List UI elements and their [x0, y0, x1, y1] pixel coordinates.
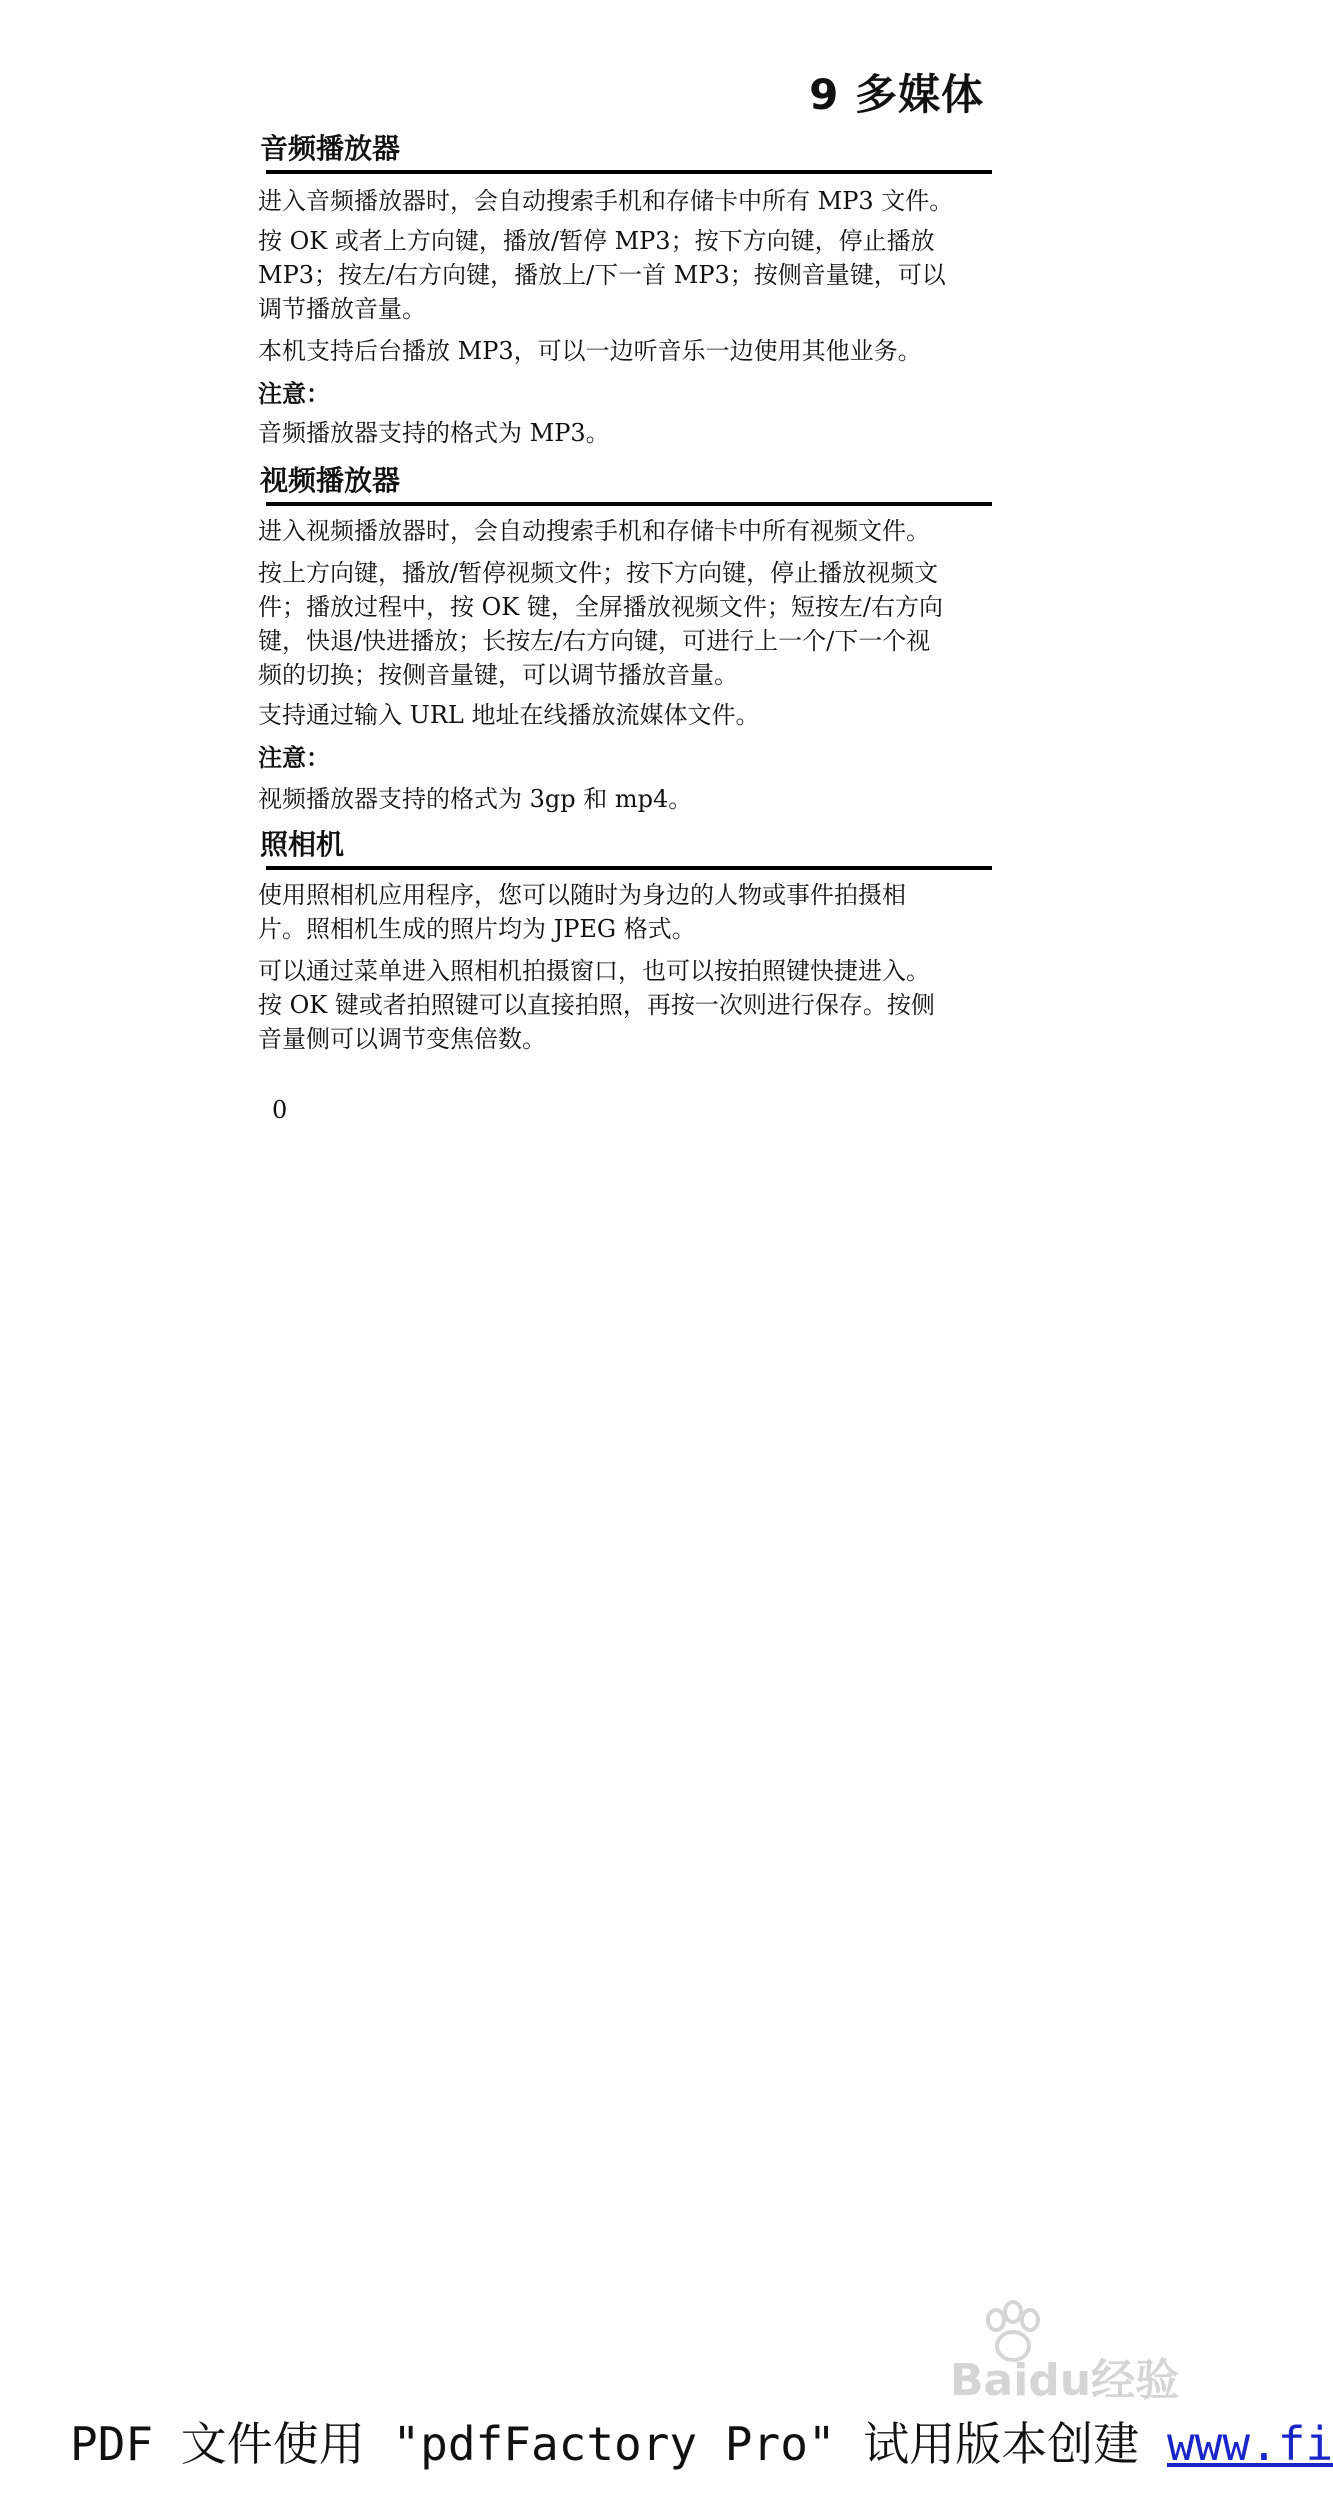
section-rule — [266, 170, 992, 174]
section-rule — [266, 866, 992, 870]
page-number: 0 — [272, 1096, 288, 1124]
paragraph-line: 本机支持后台播放 MP3，可以一边听音乐一边使用其他业务。 — [258, 337, 922, 365]
paragraph-line: 片。照相机生成的照片均为 JPEG 格式。 — [258, 915, 696, 943]
watermark-text: Baidu经验 — [950, 2355, 1180, 2406]
footer-link[interactable]: www.fi — [1166, 2417, 1333, 2471]
paragraph-line: 进入视频播放器时，会自动搜索手机和存储卡中所有视频文件。 — [258, 517, 930, 545]
note-text: 音频播放器支持的格式为 MP3。 — [258, 419, 610, 447]
paragraph-line: 键，快退/快进播放；长按左/右方向键，可进行上一个/下一个视 — [258, 627, 931, 655]
paragraph-line: 按 OK 键或者拍照键可以直接拍照，再按一次则进行保存。按侧 — [258, 991, 935, 1019]
pdf-footer — [70, 2408, 1333, 2474]
section-title-camera: 照相机 — [260, 828, 345, 861]
paragraph-line: 调节播放音量。 — [258, 295, 426, 323]
paragraph-line: 按上方向键，播放/暂停视频文件；按下方向键，停止播放视频文 — [258, 559, 939, 587]
section-title-audio: 音频播放器 — [260, 132, 401, 165]
paragraph-line: 按 OK 或者上方向键，播放/暂停 MP3；按下方向键，停止播放 — [258, 227, 935, 255]
paragraph-line: 进入音频播放器时，会自动搜索手机和存储卡中所有 MP3 文件。 — [258, 187, 954, 215]
paragraph-line: 支持通过输入 URL 地址在线播放流媒体文件。 — [258, 701, 760, 729]
paragraph-line: MP3；按左/右方向键，播放上/下一首 MP3；按侧音量键，可以 — [258, 261, 946, 289]
chapter-title: 9 多媒体 — [809, 70, 984, 119]
baidu-watermark — [880, 2300, 1180, 2410]
footer-text: PDF 文件使用 "pdfFactory Pro" 试用版本创建 — [70, 2417, 1140, 2471]
paragraph-line: 音量侧可以调节变焦倍数。 — [258, 1025, 546, 1053]
section-rule — [266, 502, 992, 506]
note-text: 视频播放器支持的格式为 3gp 和 mp4。 — [258, 785, 693, 813]
paragraph-line: 件；播放过程中，按 OK 键，全屏播放视频文件；短按左/右方向 — [258, 593, 943, 621]
paragraph-line: 可以通过菜单进入照相机拍摄窗口，也可以按拍照键快捷进入。 — [258, 957, 930, 985]
paragraph-line: 频的切换；按侧音量键，可以调节播放音量。 — [258, 661, 738, 689]
note-label: 注意： — [258, 744, 330, 772]
note-label: 注意： — [258, 380, 330, 408]
section-title-video: 视频播放器 — [260, 464, 401, 497]
paragraph-line: 使用照相机应用程序，您可以随时为身边的人物或事件拍摄相 — [258, 881, 906, 909]
